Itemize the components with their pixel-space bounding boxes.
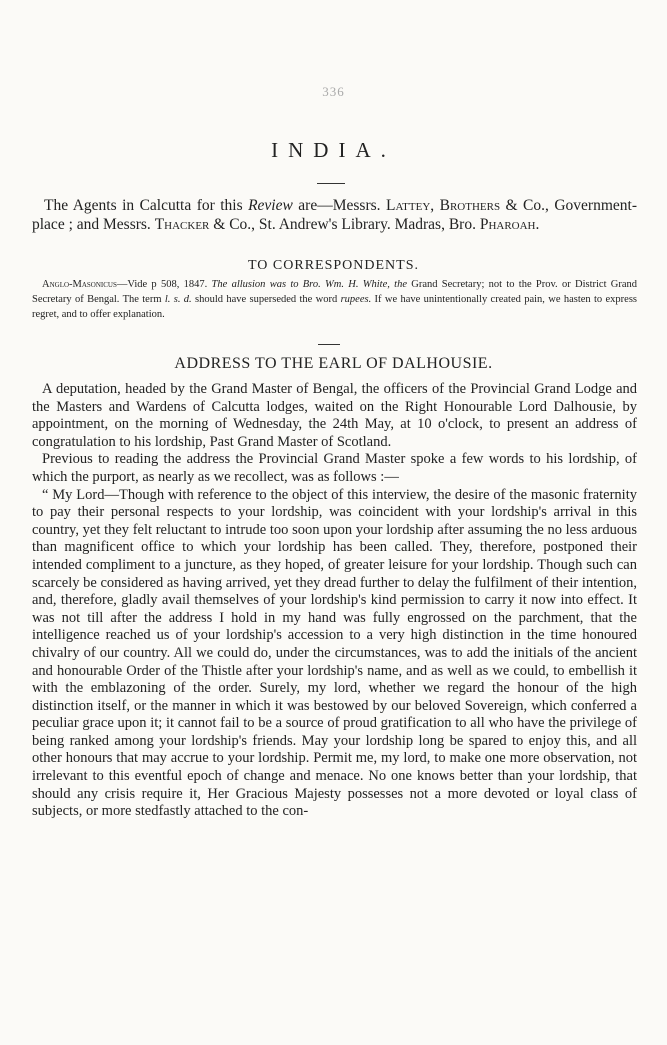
note-word: rupees. [340, 294, 372, 305]
note-term: l. s. d. [164, 294, 192, 305]
address-heading: ADDRESS TO THE EARL OF DALHOUSIE. [174, 355, 493, 372]
note-text: should have superseded the word [191, 294, 341, 305]
note-text: —Vide p 508, 1847. [116, 279, 212, 290]
body-paragraph: “ My Lord—Though with reference to the object of this interview, the desire of the masonic fraternity to pay their personal respects to your lordship, was coincident with your lordship's arrival in this country, yet they felt reluctant to intrude too soon upon your lordship after assuming the no less arduous than magnificent office to which your lordship has been called. They, therefore, postponed their intended compliment to a juncture, as they hoped, of greater leisure for your lordship. Though such can scarcely be considered as having arrived, yet they dread further to delay the fulfilment of their intention, and, therefore, gladly avail themselves of your lordship's kind permission to carry it now into effect. It was not till after the address I hold in my hand was fully engrossed on the parchment, that the intelligence reached us of your lordship's accession to a very high distinction in the time honoured chivalry of our country. All we could do, under the circumstances, was to add the initials of the ancient and honourable Order of the Thistle after your lordship's name, and as well as we could, to embellish it with the emblazoning of the order. Surely, my lord, whether we regard the honour of the high distinction itself, or the manner in which it was bestowed by our beloved Sovereign, which conferred a peculiar grace upon it; it cannot fail to be a source of proud gratification to all who have the privilege of being ranked among your lordship's friends. May your lordship long be spared to enjoy this, and all other honours that may accrue to your lordship. Permit me, my lord, to make one more observation, not irrelevant to this eventful epoch of change and menace. No one knows better than your lordship, that should any crisis require it, Her Gracious Majesty possesses not a more devoted or loyal class of subjects, or more stedfastly attached to the con- [32, 486, 637, 820]
note-lead: Anglo-Masonicus [42, 279, 117, 290]
agent-name: Thacker [154, 216, 210, 233]
page-title: INDIA. [271, 138, 396, 162]
note-text: If we have unintentionally created pain, we hasten to express regret, and to offer explanation. [32, 294, 637, 320]
body-paragraph: Previous to reading the address the Provincial Grand Master spoke a few words to his lordship, of which the purport, as nearly as we recollect, was as follows :— [32, 451, 637, 485]
review-title: Review [248, 197, 293, 214]
agent-name: Pharoah. [479, 216, 540, 233]
note-text: Grand Secretary; not to the Prov. or District Grand Secretary of Bengal. The term [32, 279, 638, 305]
correspondents-heading: TO CORRESPONDENTS. [248, 258, 419, 273]
correspondents-note [32, 277, 637, 322]
title-divider [317, 183, 345, 184]
agents-text: & Co., St. Andrew's Library. Madras, Bro. [209, 216, 480, 233]
agents-text: are—Messrs. [292, 197, 386, 214]
section-divider [318, 344, 340, 345]
agent-name: Lattey, Brothers [385, 197, 501, 214]
page-number: 336 [322, 84, 345, 99]
note-italic: The allusion was to Bro. Wm. H. White, the [211, 279, 407, 290]
body-paragraph: A deputation, headed by the Grand Master of Bengal, the officers of the Provincial Grand Lodge and the Masters and Wardens of Calcutta lodges, waited on the Right Honourable Lord Dalhousie, by appointment, on the morning of Wednesday, the 24th May, at 10 o'clock, to present an address of congratulation to his lordship, Past Grand Master of Scotland. [32, 381, 637, 450]
agents-text: The Agents in Calcutta for this [44, 197, 249, 214]
agents-text: & Co., Government-place ; and Messrs. [32, 197, 637, 233]
agents-notice [32, 196, 637, 234]
address-body [32, 381, 637, 821]
